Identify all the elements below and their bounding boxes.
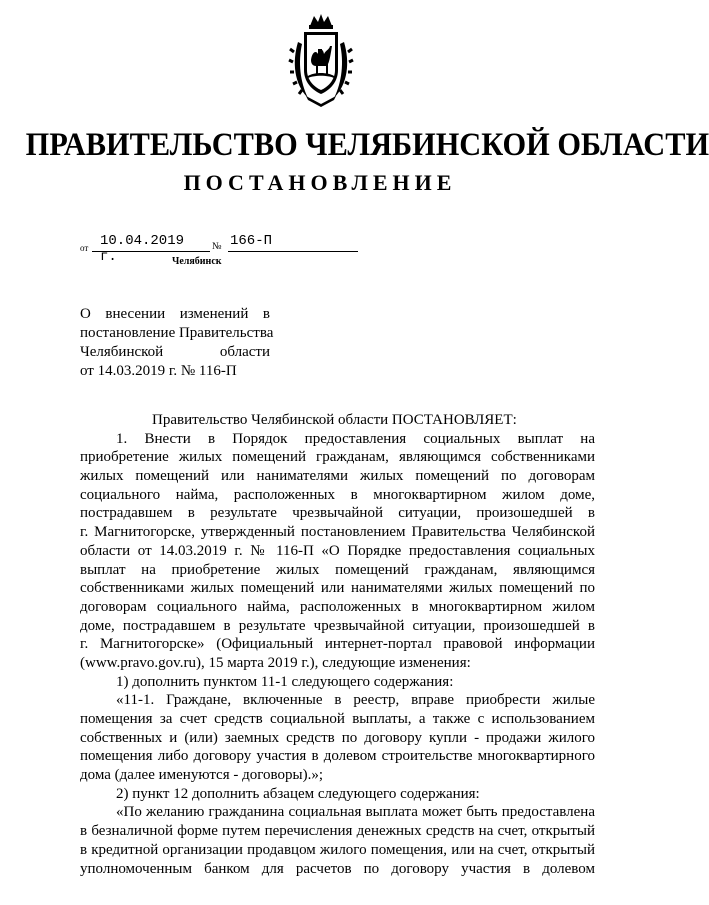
decree-body <box>80 411 595 878</box>
number-underline <box>228 251 358 252</box>
body-line: приобретение жилых помещений гражданам, являющимся собственниками <box>80 449 595 466</box>
body-preamble: Правительство Челябинской области ПОСТАНОВЛЯЕТ: <box>152 412 517 428</box>
body-line: дома (далее именуются - договоры).»; <box>80 767 323 784</box>
body-line: «11-1. Граждане, включенные в реестр, вправе приобрести жилые <box>116 692 595 709</box>
body-line: собственниками жилых помещений или нанимателями жилых помещений по <box>80 580 595 597</box>
subject-line: постановление Правительства <box>80 325 274 341</box>
body-line: в кредитной организации продавцом жилого помещения, или на счет, открытый <box>80 841 595 858</box>
body-line: доме, пострадавшем в результате чрезвычайной ситуации, произошедшей в <box>80 617 595 634</box>
body-line: г. Магнитогорске, утвержденный постановлением Правительства Челябинской <box>80 524 595 541</box>
from-label: от <box>80 243 89 253</box>
body-line: помещения за счет средств социальной выплаты, а также с использованием <box>80 711 595 727</box>
body-line: области от 14.03.2019 г. № 116-П «О Порядке предоставления социальных <box>80 542 595 559</box>
body-line: собственных и (или) заемных средств по договору купли - продажи жилого <box>80 729 595 746</box>
body-line: в безналичной форме путем перечисления денежных средств на счет, открытый <box>80 823 595 840</box>
decree-number: 166-П <box>230 233 273 249</box>
body-line: жилых помещений или нанимателями жилых помещений по договорам <box>80 468 595 485</box>
document-type-title: ПОСТАНОВЛЕНИЕ <box>183 170 457 195</box>
body-line: «По желанию гражданина социальная выплата может быть предоставлена <box>116 804 595 821</box>
subject-line: от 14.03.2019 г. № 116-П <box>80 363 237 379</box>
city-label: Челябинск <box>172 256 222 267</box>
body-line: социального найма, расположенных в многоквартирном жилом доме, <box>80 486 595 503</box>
body-line: г. Магнитогорске» (Официальный интернет-портал правовой информации <box>80 636 595 653</box>
body-line: договорам социального найма, расположенных в многоквартирном жилом <box>80 598 595 615</box>
date-underline <box>92 251 210 252</box>
subject-line: О внесении изменений в <box>80 306 270 322</box>
coat-of-arms-emblem <box>288 12 354 107</box>
body-line: пострадавшем в результате чрезвычайной ситуации, произошедшей в <box>80 505 595 522</box>
subject-block <box>80 305 274 381</box>
body-line: уполномоченным банком для расчетов по договору участия в долевом <box>80 860 595 877</box>
number-label: № <box>212 241 222 252</box>
body-line: выплат на приобретение жилых помещений гражданам, являющимся <box>80 561 595 578</box>
subject-line: Челябинской области <box>80 344 270 360</box>
decree-date: 10.04.2019 г. <box>100 233 185 265</box>
body-item: 2) пункт 12 дополнить абзацем следующего содержания: <box>116 785 480 802</box>
body-line: (www.pravo.gov.ru), 15 марта 2019 г.), следующие изменения: <box>80 654 471 671</box>
body-item: 1) дополнить пунктом 11-1 следующего содержания: <box>116 673 454 690</box>
body-line: 1. Внести в Порядок предоставления социальных выплат на <box>116 430 595 447</box>
government-title: ПРАВИТЕЛЬСТВО ЧЕЛЯБИНСКОЙ ОБЛАСТИ <box>25 127 709 163</box>
body-line: помещения либо договору участия в долевом строительстве многоквартирного <box>80 748 595 765</box>
